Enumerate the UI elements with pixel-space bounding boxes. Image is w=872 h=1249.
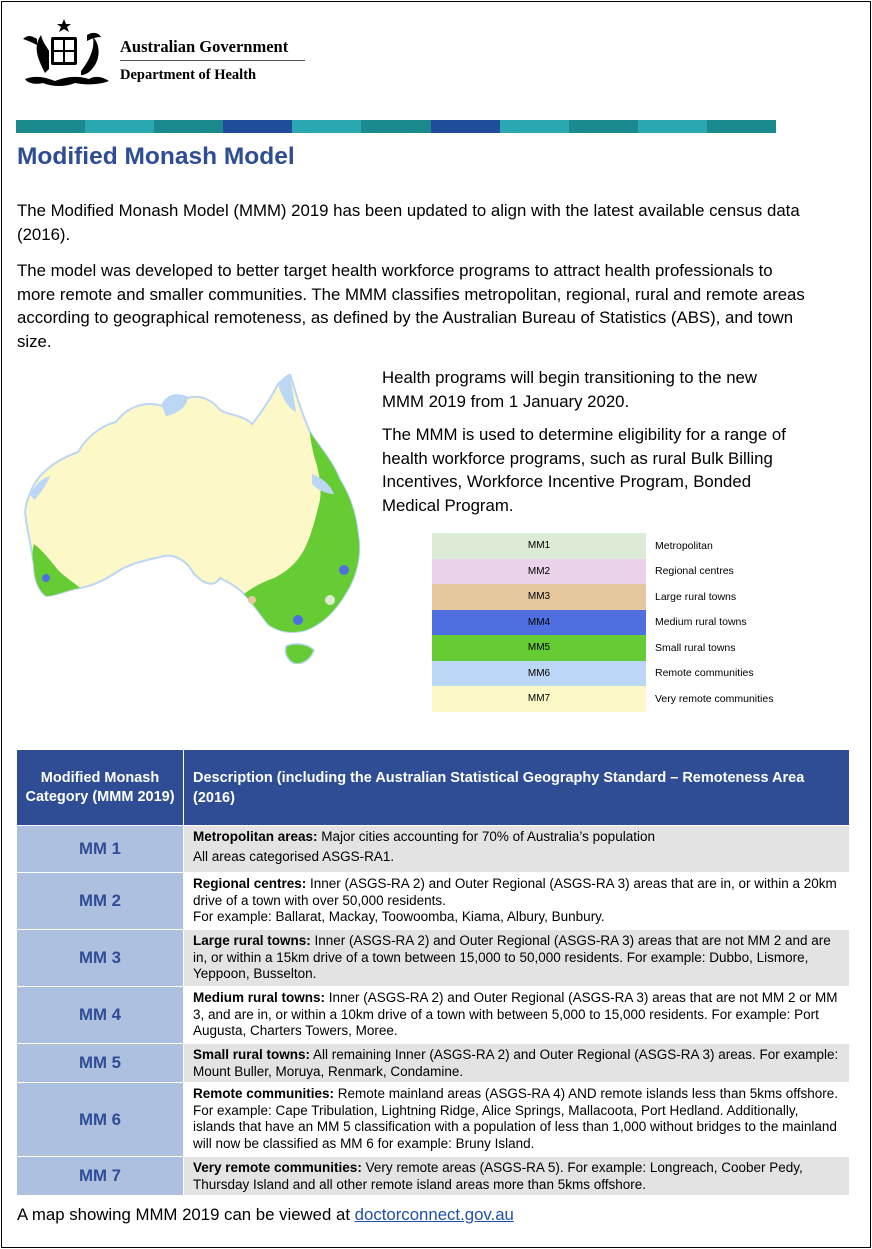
description-title: Very remote communities: — [193, 1160, 362, 1175]
legend-label: Remote communities — [655, 667, 754, 680]
table-row — [17, 826, 850, 873]
description-cell — [184, 826, 850, 873]
legend-label: Medium rural towns — [655, 616, 747, 629]
category-cell: MM 7 — [17, 1157, 184, 1196]
government-branding — [120, 36, 305, 84]
department-name: Department of Health — [120, 67, 257, 83]
table-row — [17, 873, 850, 930]
side-paragraph-1: Health programs will begin transitioning to the new MMM 2019 from 1 January 2020. — [382, 368, 757, 411]
table-row — [17, 987, 850, 1044]
stripe-segment — [431, 120, 500, 133]
category-cell: MM 4 — [17, 987, 184, 1044]
description-text: Major cities accounting for 70% of Australia’s population — [317, 829, 655, 844]
table-row — [17, 930, 850, 987]
mmm-category-table — [16, 749, 850, 1196]
description-text: Inner (ASGS-RA 2) and Outer Regional (ASGS-RA 3) areas that are not MM 2 or MM 3, and are in, or within a 10km drive of a town with between 5,000 to 15,000 residents. For example: Port Augusta, Charters Towers, Moree. — [193, 990, 838, 1038]
intro-paragraph-1: The Modified Monash Model (MMM) 2019 has been updated to align with the latest available census data (2016). — [17, 201, 800, 244]
description-text: All remaining Inner (ASGS-RA 2) and Outer Regional (ASGS-RA 3) areas. For example: Mount Buller, Moruya, Renmark, Condamine. — [193, 1047, 839, 1079]
description-title: Remote communities: — [193, 1086, 335, 1101]
map-legend — [432, 533, 812, 712]
doctorconnect-link[interactable]: doctorconnect.gov.au — [354, 1205, 514, 1224]
description-text-extra: All areas categorised ASGS-RA1. — [193, 848, 395, 864]
intro-paragraph-2: The model was developed to better target health workforce programs to attract health professionals to more remote and smaller communities. The MMM classifies metropolitan, regional, rural and remote areas according to geographical remoteness, as defined by the Australian Bureau of Statistics (ABS), and town size. — [17, 261, 805, 352]
stripe-segment — [292, 120, 361, 133]
description-title: Metropolitan areas: — [193, 829, 318, 844]
description-text: Remote mainland areas (ASGS-RA 4) AND remote islands less than 5kms offshore. For example: Cape Tribulation, Lightning Ridge, Alice Springs, Mallacoota, Port Hedland. Additionally, islands that have an MM 5 classification with a population of less than 1,000 without bridges to the mainland will now be classified as MM 6 for example: Bruny Island. — [193, 1086, 839, 1151]
description-cell — [184, 930, 850, 987]
legend-row — [432, 661, 812, 687]
category-cell: MM 2 — [17, 873, 184, 930]
legend-label: Regional centres — [655, 565, 734, 578]
stripe-segment — [707, 120, 776, 133]
description-text: Inner (ASGS-RA 2) and Outer Regional (ASGS-RA 3) areas that are not MM 2 and are in, or within a 15km drive of a town between 15,000 to 50,000 residents. For example: Dubbo, Lismore, Yeppoon, Busselton. — [193, 933, 831, 981]
legend-row — [432, 584, 812, 610]
legend-row — [432, 559, 812, 585]
description-cell — [184, 987, 850, 1044]
description-cell — [184, 1083, 850, 1157]
category-cell: MM 6 — [17, 1083, 184, 1157]
footer-note — [17, 1205, 514, 1225]
legend-label: Small rural towns — [655, 641, 736, 654]
stripe-segment — [154, 120, 223, 133]
legend-row — [432, 635, 812, 661]
footer-text: A map showing MMM 2019 can be viewed at — [17, 1205, 355, 1224]
description-text: Very remote areas (ASGS-RA 5). For example: Longreach, Coober Pedy, Thursday Island and all other remote island areas more than 5kms offshore. — [193, 1160, 803, 1192]
legend-swatch: MM5 — [432, 635, 646, 661]
description-text-extra: For example: Ballarat, Mackay, Toowoomba, Kiama, Albury, Bunbury. — [193, 909, 605, 924]
header-description: Description (including the Australian Statistical Geography Standard – Remoteness Area (2016) — [184, 750, 850, 826]
description-title: Regional centres: — [193, 876, 307, 891]
table-row — [17, 1083, 850, 1157]
legend-swatch: MM6 — [432, 661, 646, 687]
legend-swatch: MM3 — [432, 584, 646, 610]
header-category: Modified Monash Category (MMM 2019) — [17, 750, 184, 826]
legend-swatch: MM2 — [432, 559, 646, 585]
stripe-segment — [223, 120, 292, 133]
description-cell — [184, 873, 850, 930]
stripe-segment — [85, 120, 154, 133]
stripe-segment — [638, 120, 707, 133]
side-paragraph-2: The MMM is used to determine eligibility for a range of health workforce programs, such as rural Bulk Billing Incentives, Workforce Incentive Program, Bonded Medical Program. — [382, 425, 786, 516]
page-title: Modified Monash Model — [17, 143, 295, 170]
category-cell: MM 3 — [17, 930, 184, 987]
table-row — [17, 1157, 850, 1196]
stripe-segment — [361, 120, 430, 133]
description-title: Small rural towns: — [193, 1047, 311, 1062]
legend-label: Large rural towns — [655, 590, 737, 603]
government-name: Australian Government — [120, 37, 289, 56]
legend-row — [432, 686, 812, 712]
description-title: Large rural towns: — [193, 933, 311, 948]
stripe-segment — [569, 120, 638, 133]
table-row — [17, 1044, 850, 1083]
description-cell — [184, 1157, 850, 1196]
legend-swatch: MM7 — [432, 686, 646, 712]
legend-row — [432, 610, 812, 636]
category-cell: MM 1 — [17, 826, 184, 873]
commonwealth-coat-of-arms-icon — [15, 17, 113, 92]
stripe-segment — [500, 120, 569, 133]
legend-label: Very remote communities — [655, 692, 774, 705]
description-text: Inner (ASGS-RA 2) and Outer Regional (ASGS-RA 3) areas that are in, or within a 20km drive of a town with over 50,000 residents. — [193, 876, 837, 908]
table-header-row — [17, 750, 850, 826]
stripe-segment — [16, 120, 85, 133]
branding-divider — [120, 60, 305, 61]
legend-row — [432, 533, 812, 559]
legend-swatch: MM1 — [432, 533, 646, 559]
header-color-stripe — [16, 120, 776, 133]
legend-swatch: MM4 — [432, 610, 646, 636]
description-title: Medium rural towns: — [193, 990, 326, 1005]
legend-label: Metropolitan — [655, 539, 713, 552]
australia-map — [16, 374, 366, 664]
description-cell — [184, 1044, 850, 1083]
category-cell: MM 5 — [17, 1044, 184, 1083]
